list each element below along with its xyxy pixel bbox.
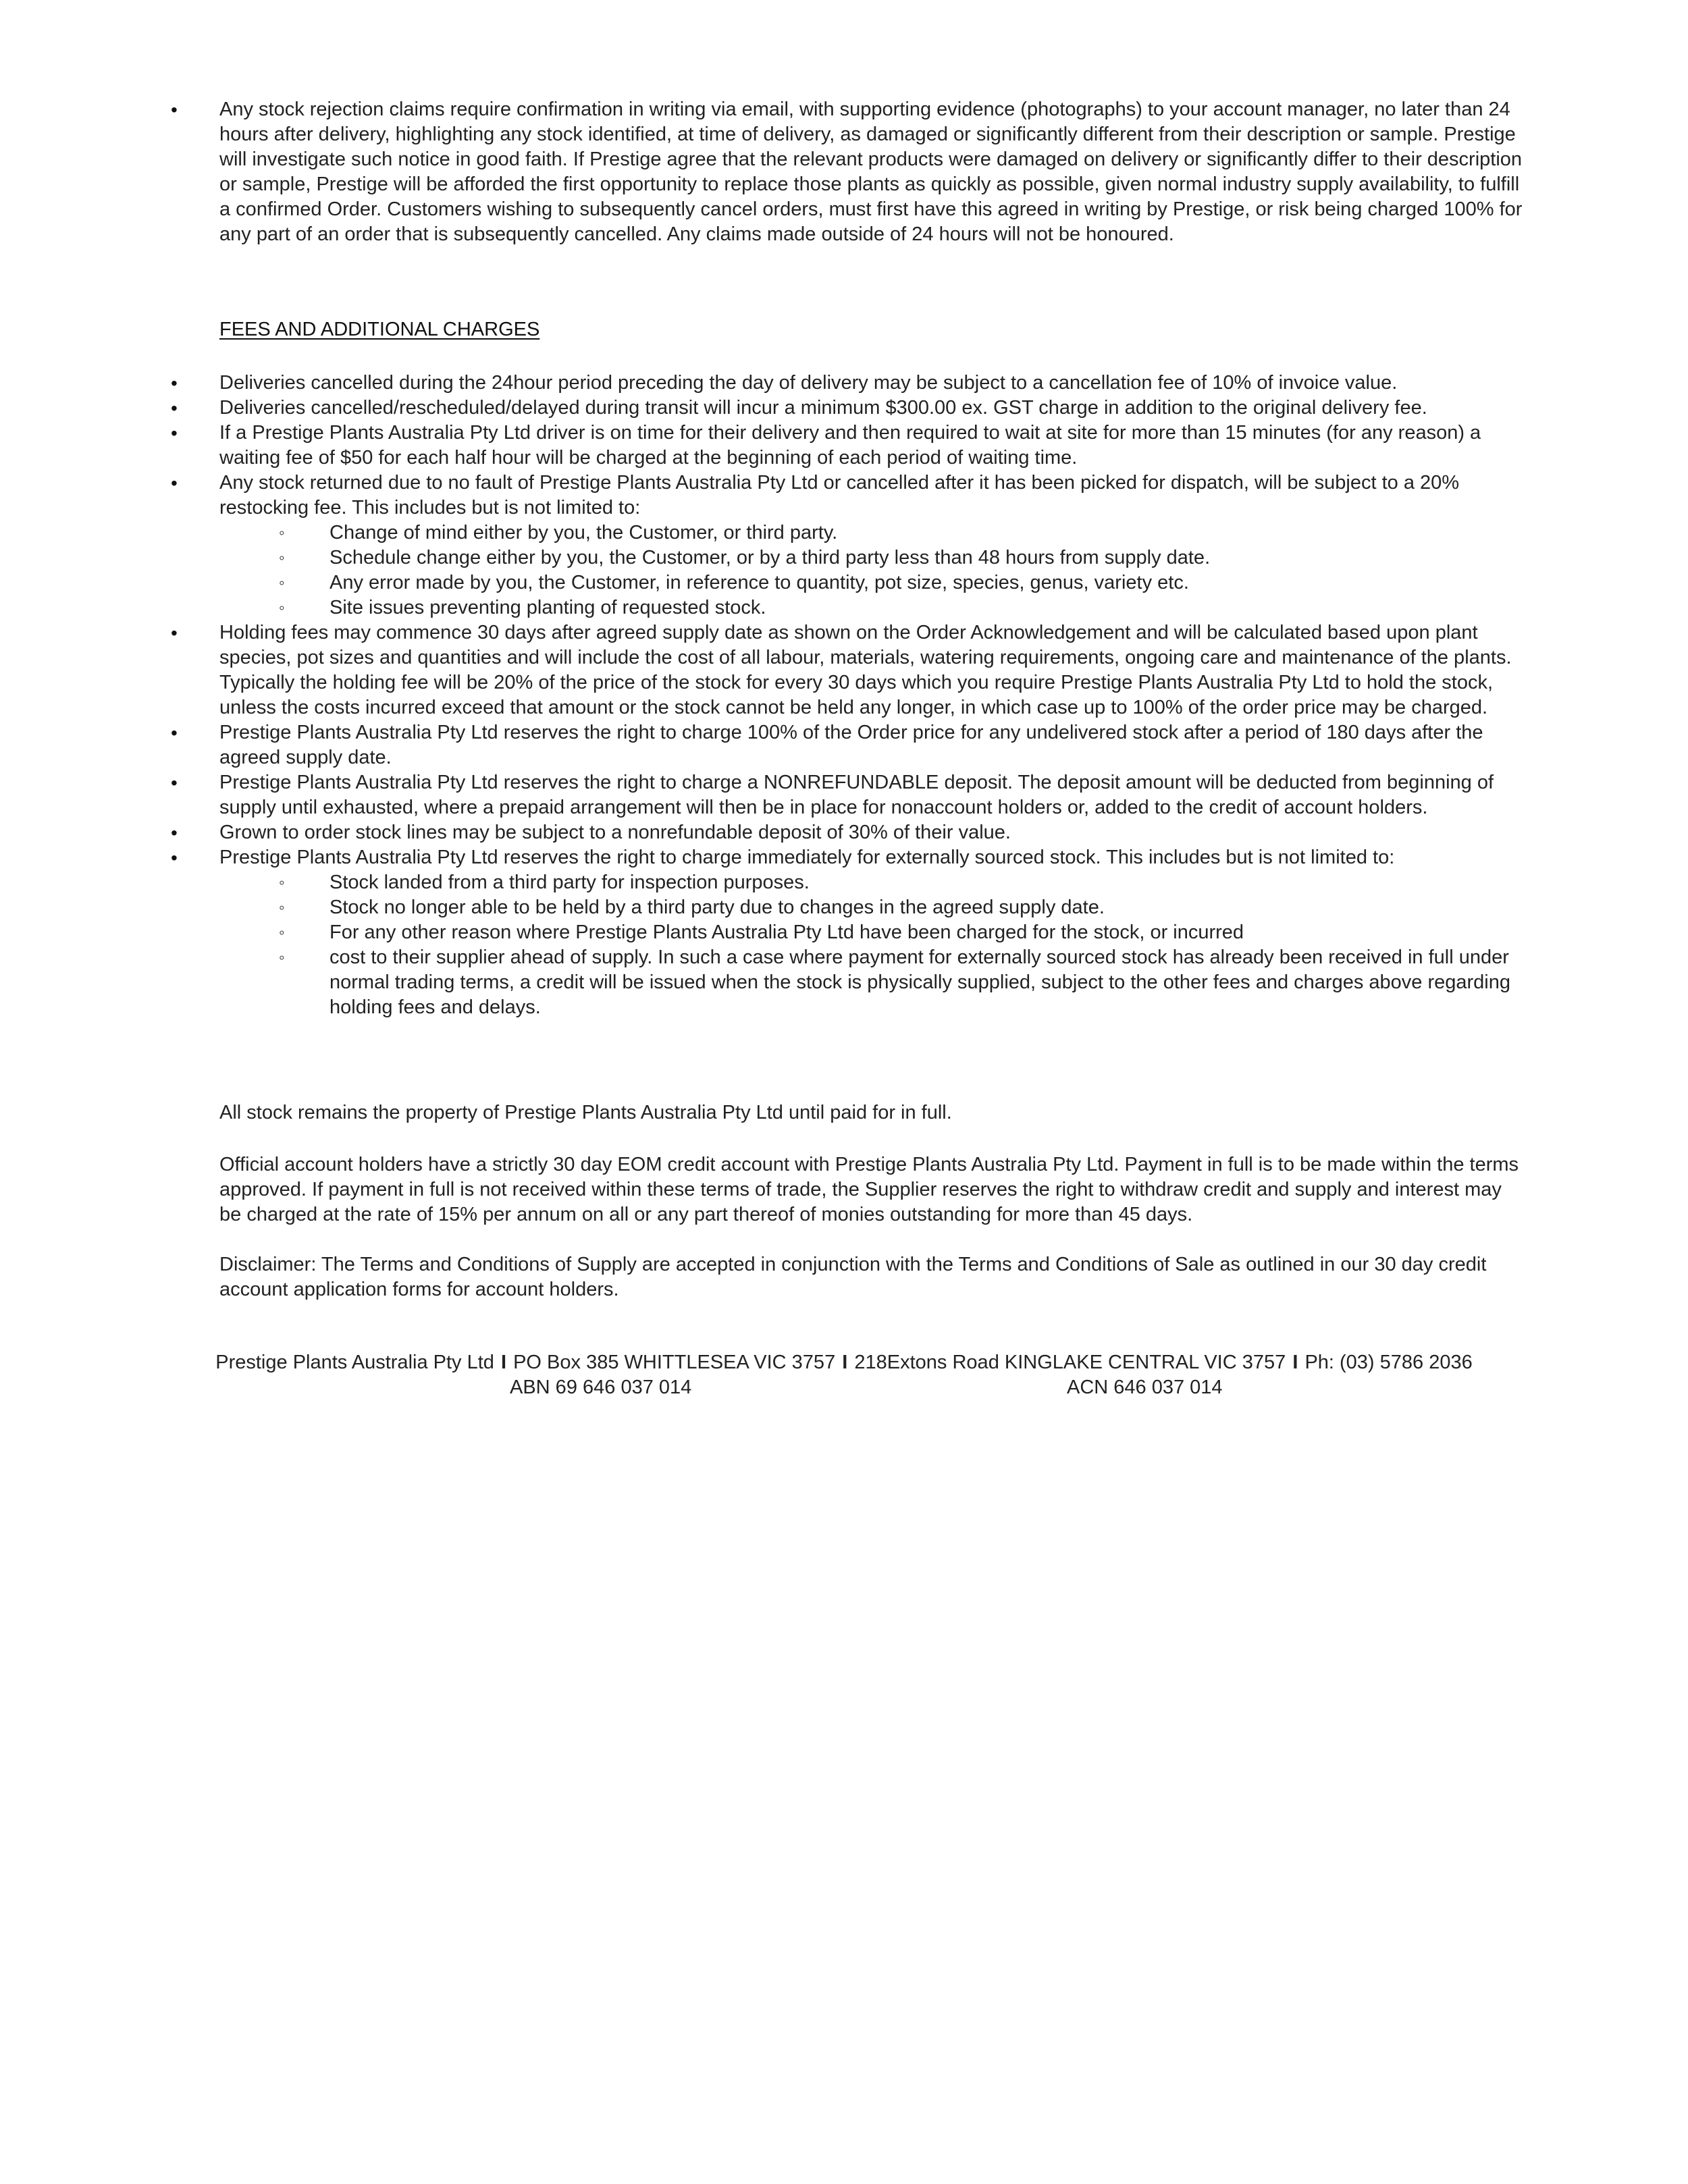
list-item-grown-to-order: • Grown to order stock lines may be subject to a nonrefundable deposit of 30% of their value.: [219, 820, 1523, 845]
property-paragraph: All stock remains the property of Prestige Plants Australia Pty Ltd until paid for in full.: [219, 1102, 952, 1123]
footer-registration-line: [203, 1375, 1485, 1400]
sub-item: ◦ Site issues preventing planting of requested stock.: [219, 595, 1523, 620]
disclaimer-paragraph: Disclaimer: The Terms and Conditions of Supply are accepted in conjunction with the Terms and Conditions of Sale as outlined in our 30 day credit account application forms for account holders.: [219, 1254, 1487, 1300]
footer-separator: I: [1292, 1352, 1298, 1373]
sub-item: ◦ cost to their supplier ahead of supply. In such a case where payment for externally sourced stock has already been received in full under normal trading terms, a credit will be issued when the stock is physically supplied, subject to the other fees and charges above regarding holding fees and delays.: [219, 945, 1523, 1020]
footer-phone: Ph: (03) 5786 2036: [1304, 1352, 1473, 1373]
disclaimer-paragraph-wrap: [219, 1252, 1523, 1302]
external-stock-text: Prestige Plants Australia Pty Ltd reserves the right to charge immediately for externally sourced stock. This includes but is not limited to:: [219, 847, 1395, 868]
footer-contact-line: [203, 1350, 1485, 1375]
footer-acn: ACN 646 037 014: [1067, 1377, 1223, 1398]
intro-section: [219, 97, 1523, 247]
list-item-waiting-fee: • If a Prestige Plants Australia Pty Ltd driver is on time for their delivery and then required to wait at site for more than 15 minutes (for any reason) a waiting fee of $50 for each half hour will be charged at the beginning of each period of waiting time.: [219, 421, 1523, 471]
credit-paragraph-wrap: [219, 1152, 1523, 1227]
footer-separator: I: [842, 1352, 848, 1373]
fees-section: [219, 371, 1523, 1020]
sub-item: ◦ Schedule change either by you, the Customer, or by a third party less than 48 hours from supply date.: [219, 545, 1523, 570]
fees-list: [219, 371, 1523, 1020]
external-sublist: [219, 870, 1523, 1020]
property-paragraph-wrap: [219, 1100, 1523, 1125]
restocking-fee-text: Any stock returned due to no fault of Prestige Plants Australia Pty Ltd or cancelled after it has been picked for dispatch, will be subject to a 20% restocking fee. This includes but is not limited to:: [219, 472, 1460, 518]
credit-paragraph: Official account holders have a strictly 30 day EOM credit account with Prestige Plants Australia Pty Ltd. Payment in full is to be made within the terms approved. If payment in full is not received within these terms of trade, the Supplier reserves the right to withdraw credit and supply and interest may be charged at the rate of 15% per annum on all or any part thereof of monies outstanding for more than 45 days.: [219, 1154, 1519, 1225]
list-item-stock-rejection: • Any stock rejection claims require confirmation in writing via email, with supporting evidence (photographs) to your account manager, no later than 24 hours after delivery, highlighting any stock identified, at time of delivery, as damaged or significantly different from their description or sample. Prestige will investigate such notice in good faith. If Prestige agree that the relevant products were damaged on delivery or significantly differ to their description or sample, Prestige will be afforded the first opportunity to replace those plants as quickly as possible, given normal industry supply availability, to fulfill a confirmed Order. Customers wishing to subsequently cancel orders, must first have this agreed in writing by Prestige, or risk being charged 100% for any part of an order that is subsequently cancelled. Any claims made outside of 24 hours will not be honoured.: [219, 97, 1523, 247]
footer-po-box: PO Box 385 WHITTLESEA VIC 3757: [513, 1352, 836, 1373]
list-item-deposit: • Prestige Plants Australia Pty Ltd reserves the right to charge a NONREFUNDABLE deposit. The deposit amount will be deducted from beginning of supply until exhausted, where a prepaid arrangement will then be in place for nonaccount holders or, added to the credit of account holders.: [219, 770, 1523, 820]
sub-item: ◦ Change of mind either by you, the Customer, or third party.: [219, 521, 1523, 545]
footer-company: Prestige Plants Australia Pty Ltd: [215, 1352, 494, 1373]
restocking-sublist: [219, 521, 1523, 620]
fees-heading-wrap: [219, 317, 1523, 342]
footer-abn: ABN 69 646 037 014: [510, 1377, 692, 1398]
list-item-external-stock: [219, 845, 1523, 1020]
sub-item: ◦ For any other reason where Prestige Plants Australia Pty Ltd have been charged for the stock, or incurred: [219, 920, 1523, 945]
footer-separator: I: [500, 1352, 507, 1373]
footer: [203, 1350, 1485, 1400]
footer-address: 218Extons Road KINGLAKE CENTRAL VIC 3757: [854, 1352, 1286, 1373]
intro-list: [219, 97, 1523, 247]
list-item-transit-charge: • Deliveries cancelled/rescheduled/delayed during transit will incur a minimum $300.00 ex. GST charge in addition to the original delivery fee.: [219, 396, 1523, 421]
sub-item: ◦ Any error made by you, the Customer, in reference to quantity, pot size, species, genus, variety etc.: [219, 570, 1523, 595]
sub-item: ◦ Stock no longer able to be held by a third party due to changes in the agreed supply date.: [219, 895, 1523, 920]
list-item-cancellation-fee: • Deliveries cancelled during the 24hour period preceding the day of delivery may be subject to a cancellation fee of 10% of invoice value.: [219, 371, 1523, 396]
list-item-holding-fees: • Holding fees may commence 30 days after agreed supply date as shown on the Order Acknowledgement and will be calculated based upon plant species, pot sizes and quantities and will include the cost of all labour, materials, watering requirements, ongoing care and maintenance of the plants. Typically the holding fee will be 20% of the price of the stock for every 30 days which you require Prestige Plants Australia Pty Ltd to hold the stock, unless the costs incurred exceed that amount or the stock cannot be held any longer, in which case up to 100% of the order price may be charged.: [219, 620, 1523, 720]
sub-item: ◦ Stock landed from a third party for inspection purposes.: [219, 870, 1523, 895]
list-item-undelivered-stock: • Prestige Plants Australia Pty Ltd reserves the right to charge 100% of the Order price for any undelivered stock after a period of 180 days after the agreed supply date.: [219, 720, 1523, 770]
fees-heading: FEES AND ADDITIONAL CHARGES: [219, 319, 540, 340]
list-item-restocking-fee: [219, 471, 1523, 620]
